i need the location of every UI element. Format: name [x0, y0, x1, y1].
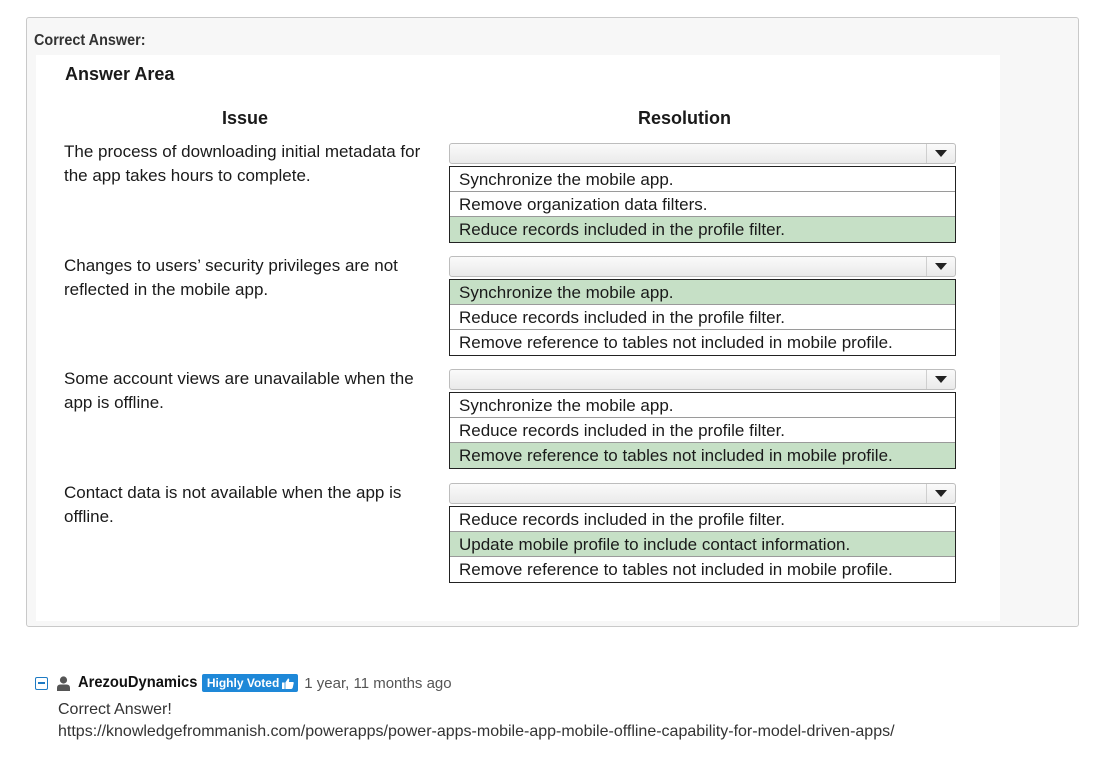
- correct-answer-card: [26, 17, 1079, 627]
- resolution-dropdown: [449, 369, 956, 469]
- resolution-dropdown: [449, 256, 956, 356]
- resolution-dropdown: [449, 143, 956, 243]
- comment: [35, 672, 1075, 743]
- chevron-down-icon[interactable]: [926, 484, 955, 503]
- chevron-down-icon[interactable]: [926, 370, 955, 389]
- resolution-option-selected[interactable]: Reduce records included in the profile filter.: [450, 217, 955, 242]
- issue-text: Changes to users’ security privileges are not reflected in the mobile app.: [64, 256, 398, 299]
- dropdown-select[interactable]: [449, 256, 956, 277]
- chevron-down-icon[interactable]: [926, 257, 955, 276]
- thumbs-up-icon: [282, 678, 294, 689]
- comment-text: Correct Answer!: [58, 701, 172, 718]
- resolution-option-selected[interactable]: Update mobile profile to include contact information.: [450, 532, 955, 557]
- resolution-column-header: Resolution: [638, 108, 731, 128]
- issue-column-header: Issue: [222, 108, 269, 128]
- chevron-down-icon[interactable]: [926, 144, 955, 163]
- comment-header: [35, 672, 1075, 694]
- resolution-option[interactable]: Synchronize the mobile app.: [450, 393, 955, 418]
- resolution-option[interactable]: Remove organization data filters.: [450, 192, 955, 217]
- issue-text: The process of downloading initial metadata for the app takes hours to complete.: [64, 142, 421, 185]
- resolution-option[interactable]: Remove reference to tables not included in mobile profile.: [459, 333, 893, 352]
- comment-username[interactable]: ArezouDynamics: [78, 674, 198, 691]
- resolution-option-selected[interactable]: Synchronize the mobile app.: [450, 280, 955, 305]
- dropdown-select[interactable]: [449, 369, 956, 390]
- issue-text: Contact data is not available when the app is offline.: [64, 483, 402, 526]
- dropdown-select[interactable]: [449, 483, 956, 504]
- badge-label: Highly Voted: [206, 676, 280, 690]
- resolution-option[interactable]: Synchronize the mobile app.: [450, 167, 955, 192]
- answer-area: [36, 55, 1000, 621]
- issue-text: Some account views are unavailable when the app is offline.: [64, 369, 414, 412]
- option-list: [449, 392, 956, 469]
- highly-voted-badge: [202, 674, 298, 692]
- resolution-dropdown: [449, 483, 956, 583]
- option-list: [449, 506, 956, 583]
- comment-timestamp: 1 year, 11 months ago: [304, 674, 452, 692]
- option-list: [449, 279, 956, 356]
- resolution-option-selected[interactable]: Remove reference to tables not included in mobile profile.: [450, 443, 955, 468]
- answer-area-title: Answer Area: [65, 64, 175, 84]
- resolution-option[interactable]: Reduce records included in the profile filter.: [450, 507, 955, 532]
- comment-body: [58, 699, 1075, 743]
- option-list: [449, 166, 956, 243]
- comment-link[interactable]: https://knowledgefrommanish.com/powerapps/power-apps-mobile-app-mobile-offline-capability-for-model-driven-apps/: [58, 723, 895, 740]
- resolution-option[interactable]: Reduce records included in the profile filter.: [450, 418, 955, 443]
- collapse-icon[interactable]: [35, 677, 48, 690]
- resolution-option[interactable]: Reduce records included in the profile filter.: [450, 305, 955, 330]
- user-icon: [57, 676, 70, 691]
- correct-answer-label: Correct Answer:: [34, 32, 146, 49]
- dropdown-select[interactable]: [449, 143, 956, 164]
- resolution-option[interactable]: Remove reference to tables not included in mobile profile.: [459, 560, 893, 579]
